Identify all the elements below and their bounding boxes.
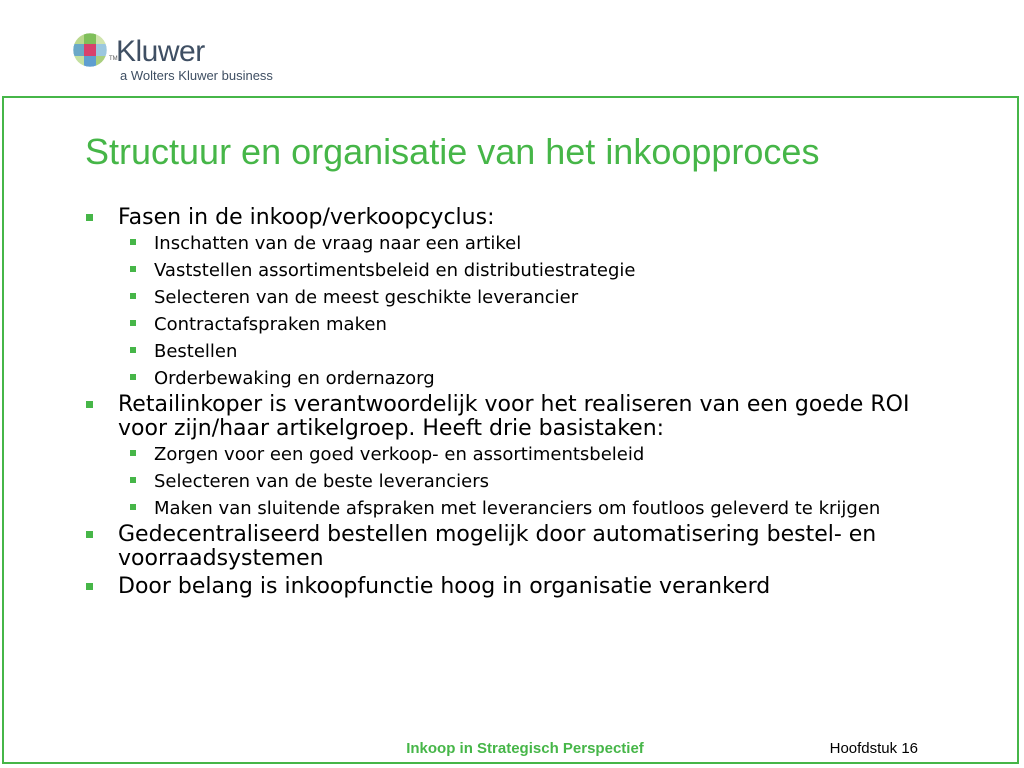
sub-bullet-list	[118, 233, 934, 389]
sub-bullet-item	[118, 260, 934, 281]
sub-bullet-item	[118, 471, 934, 492]
kluwer-logo	[72, 30, 332, 86]
footer-chapter: Hoofdstuk 16	[829, 740, 918, 757]
sub-bullet-text: Maken van sluitende afspraken met leveranciers om foutloos geleverd te krijgen	[154, 498, 881, 519]
logo-trademark: TM	[109, 56, 118, 62]
bullet-text: Retailinkoper is verantwoordelijk voor het realiseren van een goede ROI voor zijn/haar artikelgroep. Heeft drie basistaken:	[118, 392, 910, 441]
square-bullet-icon	[86, 583, 93, 590]
square-bullet-icon	[130, 347, 136, 353]
square-bullet-icon	[130, 239, 136, 245]
logo-tile	[72, 44, 84, 56]
sub-bullet-text: Vaststellen assortimentsbeleid en distributiestrategie	[154, 260, 636, 281]
slide-title: Structuur en organisatie van het inkoopproces	[85, 131, 820, 172]
bullet-item	[84, 575, 934, 599]
logo-tagline: a Wolters Kluwer business	[120, 68, 273, 83]
sub-bullet-text: Inschatten van de vraag naar een artikel	[154, 233, 522, 254]
logo-tile	[84, 44, 96, 56]
sub-bullet-item	[118, 444, 934, 465]
square-bullet-icon	[130, 293, 136, 299]
logo-tile	[84, 32, 96, 44]
square-bullet-icon	[86, 214, 93, 221]
square-bullet-icon	[86, 401, 93, 408]
sub-bullet-item	[118, 314, 934, 335]
bullet-item	[84, 206, 934, 389]
logo-tile	[96, 44, 108, 56]
sub-bullet-item	[118, 233, 934, 254]
sub-bullet-text: Orderbewaking en ordernazorg	[154, 368, 435, 389]
square-bullet-icon	[130, 374, 136, 380]
square-bullet-icon	[130, 477, 136, 483]
logo-tile	[84, 56, 96, 68]
sub-bullet-item	[118, 287, 934, 308]
square-bullet-icon	[130, 266, 136, 272]
sub-bullet-text: Selecteren van de meest geschikte leverancier	[154, 287, 579, 308]
sub-bullet-text: Bestellen	[154, 341, 238, 362]
sub-bullet-text: Selecteren van de beste leveranciers	[154, 471, 489, 492]
square-bullet-icon	[130, 450, 136, 456]
bullet-text: Fasen in de inkoop/verkoopcyclus:	[118, 205, 495, 230]
sub-bullet-item	[118, 498, 934, 519]
sub-bullet-item	[118, 368, 934, 389]
square-bullet-icon	[130, 320, 136, 326]
bullet-list	[84, 206, 934, 599]
bullet-item	[84, 523, 934, 571]
kluwer-logo-icon	[72, 32, 108, 68]
footer-course-title: Inkoop in Strategisch Perspectief	[406, 740, 644, 757]
sub-bullet-text: Zorgen voor een goed verkoop- en assortimentsbeleid	[154, 444, 645, 465]
bullet-text: Gedecentraliseerd bestellen mogelijk door automatisering bestel- en voorraadsystemen	[118, 522, 877, 571]
sub-bullet-list	[118, 444, 934, 519]
sub-bullet-item	[118, 341, 934, 362]
bullet-item	[84, 393, 934, 519]
sub-bullet-text: Contractafspraken maken	[154, 314, 387, 335]
bullet-text: Door belang is inkoopfunctie hoog in organisatie verankerd	[118, 574, 771, 599]
square-bullet-icon	[130, 504, 136, 510]
square-bullet-icon	[86, 531, 93, 538]
logo-name: Kluwer	[116, 35, 205, 68]
